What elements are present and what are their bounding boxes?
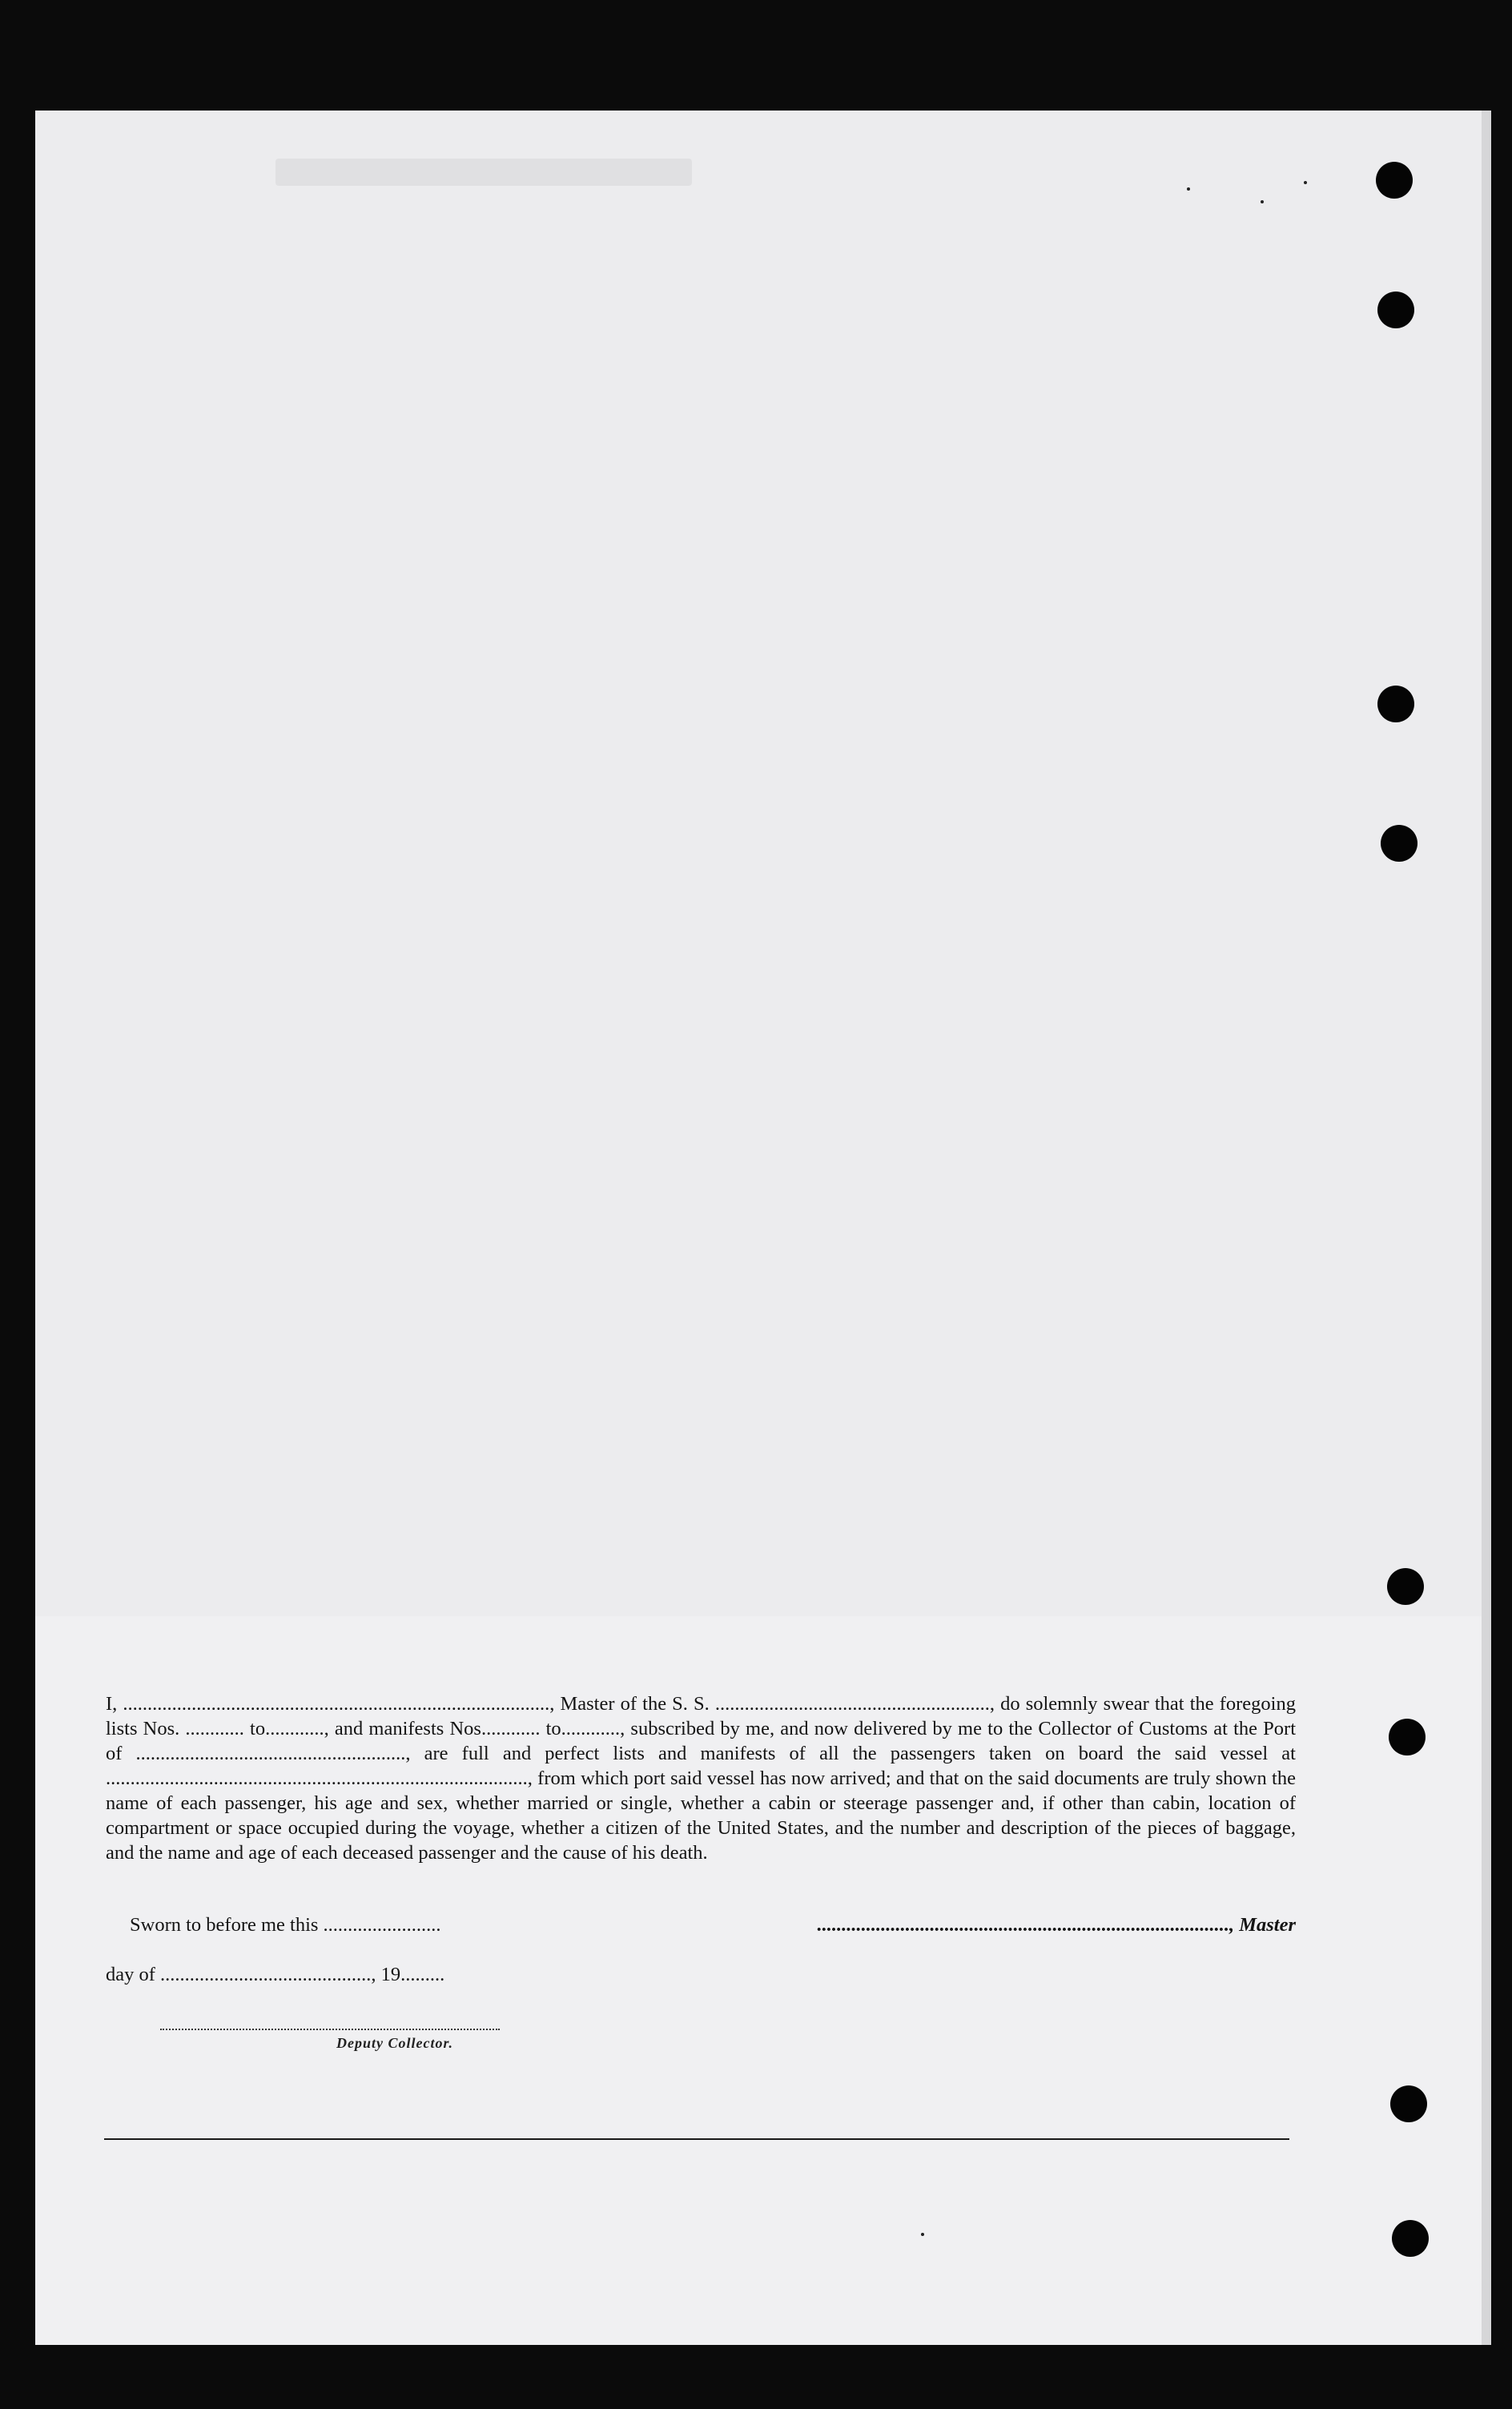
manifest-sheet (35, 111, 1491, 2345)
deputy-collector-label: Deputy Collector. (336, 2035, 453, 2051)
master-signature-line: ...................................................................................., Master (817, 1914, 1296, 1936)
sworn-line: Sworn to before me this ........................ (130, 1914, 441, 1936)
punch-hole-icon (1389, 1719, 1426, 1755)
deputy-signature-rule (160, 2029, 500, 2030)
punch-hole-icon (1376, 162, 1413, 199)
speck (1261, 200, 1264, 203)
punch-hole-icon (1377, 686, 1414, 722)
punch-hole-icon (1392, 2220, 1429, 2257)
day-of-line: day of ..........................................., 19......... (106, 1964, 445, 1985)
oath-text: I, ......................................................................................., Master of the S. S. ........................................................, do solemnly swear that the foregoing lists Nos. ............ to............, and manifests Nos............ to............, subscribed by me, and now delivered by me to the Collector of Customs at the Port of ......................................................., are full and perfect lists and manifests of all the passengers taken on board the said vessel at ......................................................................................, from which port said vessel has now arrived; and that on the said documents are truly shown the name of each passenger, his age and sex, whether married or single, whether a cabin or steerage passenger and, if other than cabin, location of compartment or space occupied during the voyage, whether a citizen of the United States, and the number and description of the pieces of baggage, and the name and age of each deceased passenger and the cause of his death. (106, 1693, 1296, 1864)
bottom-rule (104, 2138, 1289, 2140)
oath-paragraph (106, 1691, 1296, 1865)
speck (921, 2233, 924, 2236)
punch-hole-icon (1381, 825, 1418, 862)
bleed-through-mark (275, 159, 692, 186)
speck (1304, 181, 1307, 184)
sworn-row (106, 1914, 1296, 1941)
day-row (106, 1964, 1296, 1991)
punch-hole-icon (1377, 292, 1414, 328)
punch-hole-icon (1390, 2085, 1427, 2122)
speck (1187, 187, 1190, 191)
punch-hole-icon (1387, 1568, 1424, 1605)
